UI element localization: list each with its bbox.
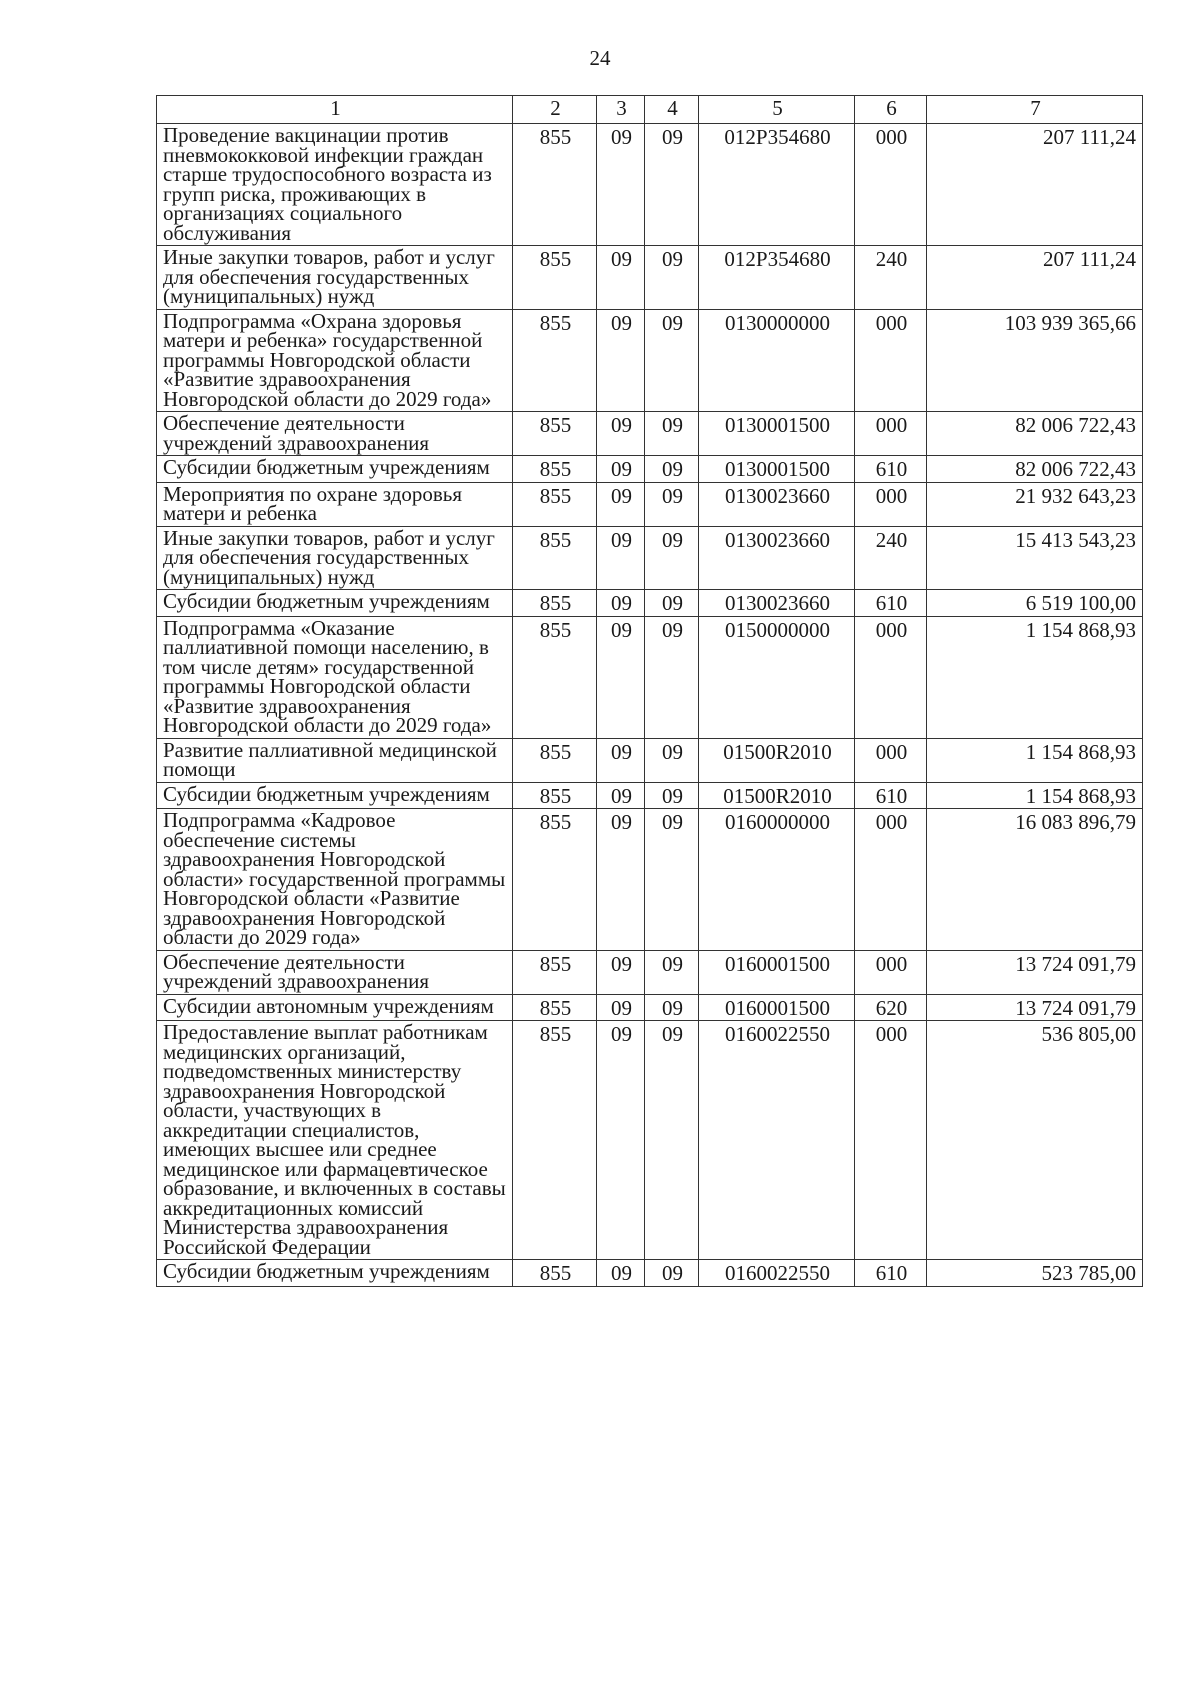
row-expense-type: 610 xyxy=(855,590,927,617)
row-name: Иные закупки товаров, работ и услуг для обеспечения государственных (муниципальных) нужд xyxy=(157,246,513,310)
table-row xyxy=(157,526,1143,590)
row-admin-code: 855 xyxy=(513,526,597,590)
row-amount: 15 413 543,23 xyxy=(927,526,1143,590)
row-name: Субсидии бюджетным учреждениям xyxy=(157,1260,513,1287)
row-admin-code: 855 xyxy=(513,412,597,456)
row-admin-code: 855 xyxy=(513,809,597,951)
row-subsection: 09 xyxy=(645,482,699,526)
row-expense-type: 000 xyxy=(855,482,927,526)
row-section: 09 xyxy=(597,456,645,483)
row-target-article: 0130023660 xyxy=(699,590,855,617)
row-name: Иные закупки товаров, работ и услуг для обеспечения государственных (муниципальных) нужд xyxy=(157,526,513,590)
row-target-article: 0150000000 xyxy=(699,616,855,738)
row-subsection: 09 xyxy=(645,526,699,590)
row-section: 09 xyxy=(597,738,645,782)
row-target-article: 0130000000 xyxy=(699,309,855,412)
row-admin-code: 855 xyxy=(513,246,597,310)
row-amount: 1 154 868,93 xyxy=(927,616,1143,738)
row-expense-type: 610 xyxy=(855,782,927,809)
row-target-article: 0160001500 xyxy=(699,950,855,994)
row-target-article: 01500R2010 xyxy=(699,782,855,809)
row-expense-type: 000 xyxy=(855,1021,927,1260)
row-admin-code: 855 xyxy=(513,738,597,782)
header-cell: 3 xyxy=(597,96,645,124)
row-target-article: 0130023660 xyxy=(699,482,855,526)
table-row xyxy=(157,590,1143,617)
row-subsection: 09 xyxy=(645,124,699,246)
row-section: 09 xyxy=(597,124,645,246)
row-target-article: 0160022550 xyxy=(699,1260,855,1287)
row-amount: 536 805,00 xyxy=(927,1021,1143,1260)
row-expense-type: 000 xyxy=(855,950,927,994)
row-expense-type: 610 xyxy=(855,456,927,483)
row-section: 09 xyxy=(597,482,645,526)
row-admin-code: 855 xyxy=(513,590,597,617)
row-subsection: 09 xyxy=(645,950,699,994)
row-subsection: 09 xyxy=(645,456,699,483)
page-number: 24 xyxy=(589,46,611,70)
table-row xyxy=(157,616,1143,738)
row-subsection: 09 xyxy=(645,309,699,412)
row-name: Подпрограмма «Оказание паллиативной помощи населению, в том числе детям» государственной программы Новгородской области «Развитие здравоохранения Новгородской области до 2029 года» xyxy=(157,616,513,738)
header-cell: 1 xyxy=(157,96,513,124)
row-admin-code: 855 xyxy=(513,616,597,738)
table-row xyxy=(157,738,1143,782)
row-section: 09 xyxy=(597,412,645,456)
row-amount: 6 519 100,00 xyxy=(927,590,1143,617)
table-row xyxy=(157,1021,1143,1260)
row-section: 09 xyxy=(597,809,645,951)
row-expense-type: 240 xyxy=(855,526,927,590)
row-name: Подпрограмма «Кадровое обеспечение системы здравоохранения Новгородской области» государственной программы Новгородской области «Развитие здравоохранения Новгородской области до 2029 года» xyxy=(157,809,513,951)
row-subsection: 09 xyxy=(645,616,699,738)
row-amount: 207 111,24 xyxy=(927,246,1143,310)
row-name: Обеспечение деятельности учреждений здравоохранения xyxy=(157,412,513,456)
row-section: 09 xyxy=(597,309,645,412)
row-name: Проведение вакцинации против пневмококковой инфекции граждан старше трудоспособного возраста из групп риска, проживающих в организациях социального обслуживания xyxy=(157,124,513,246)
row-target-article: 012P354680 xyxy=(699,246,855,310)
row-target-article: 01500R2010 xyxy=(699,738,855,782)
row-admin-code: 855 xyxy=(513,1021,597,1260)
header-row xyxy=(157,96,1143,124)
row-target-article: 0130001500 xyxy=(699,412,855,456)
row-admin-code: 855 xyxy=(513,1260,597,1287)
row-section: 09 xyxy=(597,590,645,617)
row-name: Субсидии бюджетным учреждениям xyxy=(157,590,513,617)
row-admin-code: 855 xyxy=(513,950,597,994)
table-row xyxy=(157,1260,1143,1287)
table-row xyxy=(157,809,1143,951)
header-cell: 7 xyxy=(927,96,1143,124)
row-amount: 103 939 365,66 xyxy=(927,309,1143,412)
row-subsection: 09 xyxy=(645,1021,699,1260)
row-expense-type: 000 xyxy=(855,309,927,412)
row-section: 09 xyxy=(597,246,645,310)
row-amount: 82 006 722,43 xyxy=(927,412,1143,456)
row-amount: 1 154 868,93 xyxy=(927,738,1143,782)
row-admin-code: 855 xyxy=(513,124,597,246)
row-section: 09 xyxy=(597,994,645,1021)
table-row xyxy=(157,782,1143,809)
row-section: 09 xyxy=(597,1260,645,1287)
row-subsection: 09 xyxy=(645,1260,699,1287)
table-row xyxy=(157,994,1143,1021)
row-amount: 1 154 868,93 xyxy=(927,782,1143,809)
row-name: Мероприятия по охране здоровья матери и ребенка xyxy=(157,482,513,526)
header-cell: 2 xyxy=(513,96,597,124)
row-expense-type: 000 xyxy=(855,809,927,951)
row-subsection: 09 xyxy=(645,809,699,951)
row-amount: 13 724 091,79 xyxy=(927,950,1143,994)
table-row xyxy=(157,482,1143,526)
row-amount: 523 785,00 xyxy=(927,1260,1143,1287)
row-admin-code: 855 xyxy=(513,994,597,1021)
row-expense-type: 000 xyxy=(855,124,927,246)
row-name: Субсидии бюджетным учреждениям xyxy=(157,456,513,483)
table-row xyxy=(157,309,1143,412)
row-section: 09 xyxy=(597,1021,645,1260)
table-row xyxy=(157,124,1143,246)
row-name: Субсидии автономным учреждениям xyxy=(157,994,513,1021)
table-row xyxy=(157,950,1143,994)
row-section: 09 xyxy=(597,950,645,994)
row-target-article: 012P354680 xyxy=(699,124,855,246)
row-admin-code: 855 xyxy=(513,482,597,526)
row-target-article: 0160000000 xyxy=(699,809,855,951)
row-admin-code: 855 xyxy=(513,456,597,483)
table-row xyxy=(157,456,1143,483)
row-expense-type: 620 xyxy=(855,994,927,1021)
row-target-article: 0130001500 xyxy=(699,456,855,483)
row-name: Предоставление выплат работникам медицинских организаций, подведомственных министерству здравоохранения Новгородской области, участвующих в аккредитации специалистов, имеющих высшее или среднее медицинское или фармацевтическое образование, и включенных в составы аккредитационных комиссий Министерства здравоохранения Российской Федерации xyxy=(157,1021,513,1260)
row-expense-type: 610 xyxy=(855,1260,927,1287)
row-expense-type: 000 xyxy=(855,616,927,738)
row-subsection: 09 xyxy=(645,590,699,617)
row-section: 09 xyxy=(597,616,645,738)
row-expense-type: 000 xyxy=(855,738,927,782)
row-admin-code: 855 xyxy=(513,309,597,412)
row-name: Развитие паллиативной медицинской помощи xyxy=(157,738,513,782)
row-subsection: 09 xyxy=(645,738,699,782)
row-amount: 16 083 896,79 xyxy=(927,809,1143,951)
row-section: 09 xyxy=(597,782,645,809)
row-amount: 13 724 091,79 xyxy=(927,994,1143,1021)
row-amount: 82 006 722,43 xyxy=(927,456,1143,483)
row-target-article: 0130023660 xyxy=(699,526,855,590)
budget-table xyxy=(156,95,1143,1287)
row-amount: 21 932 643,23 xyxy=(927,482,1143,526)
table-row xyxy=(157,246,1143,310)
header-cell: 5 xyxy=(699,96,855,124)
row-name: Субсидии бюджетным учреждениям xyxy=(157,782,513,809)
row-section: 09 xyxy=(597,526,645,590)
row-name: Обеспечение деятельности учреждений здравоохранения xyxy=(157,950,513,994)
header-cell: 4 xyxy=(645,96,699,124)
row-expense-type: 240 xyxy=(855,246,927,310)
row-amount: 207 111,24 xyxy=(927,124,1143,246)
row-subsection: 09 xyxy=(645,246,699,310)
row-target-article: 0160001500 xyxy=(699,994,855,1021)
table-row xyxy=(157,412,1143,456)
row-target-article: 0160022550 xyxy=(699,1021,855,1260)
row-subsection: 09 xyxy=(645,994,699,1021)
row-admin-code: 855 xyxy=(513,782,597,809)
row-subsection: 09 xyxy=(645,412,699,456)
row-subsection: 09 xyxy=(645,782,699,809)
row-name: Подпрограмма «Охрана здоровья матери и ребенка» государственной программы Новгородской области «Развитие здравоохранения Новгородской области до 2029 года» xyxy=(157,309,513,412)
header-cell: 6 xyxy=(855,96,927,124)
row-expense-type: 000 xyxy=(855,412,927,456)
